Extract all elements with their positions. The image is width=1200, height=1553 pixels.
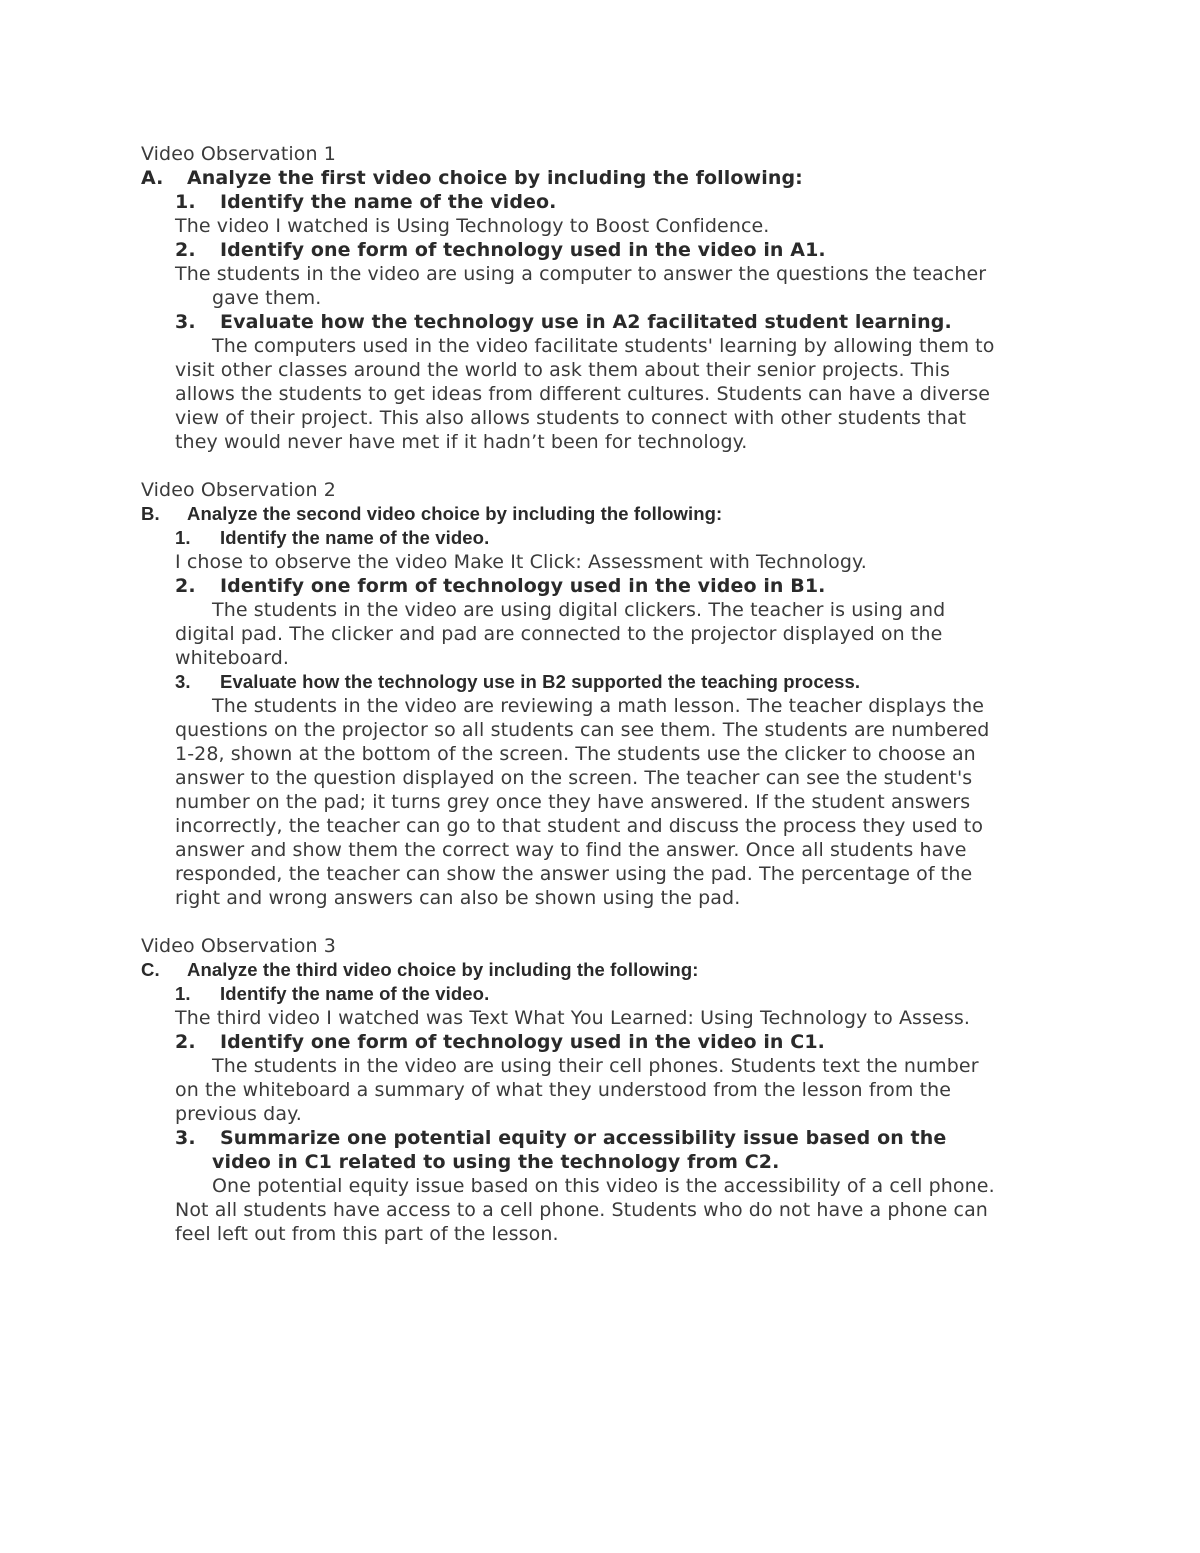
question-text: Summarize one potential equity or accessibility issue based on the [220,1127,947,1149]
answer-line: feel left out from this part of the lesson. [175,1223,559,1245]
answer-line: whiteboard. [175,647,290,669]
answer-line: The students in the video are using digital clickers. The teacher is using and [212,599,946,621]
question-number: 2. [175,1031,196,1053]
section-letter: C. [141,959,160,980]
question-text-continued: video in C1 related to using the technology from C2. [212,1151,780,1173]
question-heading [175,526,489,550]
question-text: Identify one form of technology used in the video in B1. [220,575,826,597]
answer-line: view of their project. This also allows students to connect with other students that [175,407,967,429]
answer-line: responded, the teacher can show the answer using the pad. The percentage of the [175,863,973,885]
question-text: Identify the name of the video. [220,983,490,1004]
answer-line: previous day. [175,1103,302,1125]
answer-line: allows the students to get ideas from different cultures. Students can have a diverse [175,383,991,405]
answer-line: The students in the video are reviewing a math lesson. The teacher displays the [212,695,985,717]
question-number: 2. [175,239,196,261]
answer-line: One potential equity issue based on this video is the accessibility of a cell phone. [212,1175,995,1197]
question-text: Identify one form of technology used in the video in C1. [220,1031,825,1053]
section-heading-text: Analyze the second video choice by including the following: [187,503,723,524]
answer-line: The students in the video are using a computer to answer the questions the teacher [175,263,987,285]
section-letter: A. [141,167,164,189]
answer-line: incorrectly, the teacher can go to that student and discuss the process they used to [175,815,984,837]
answer-line: The students in the video are using their cell phones. Students text the number [212,1055,979,1077]
section-heading-text: Analyze the first video choice by including the following: [187,167,803,189]
answer-line: Not all students have access to a cell phone. Students who do not have a phone can [175,1199,988,1221]
question-heading [175,670,860,694]
question-heading [175,190,557,214]
section-letter: B. [141,503,160,524]
answer-line: answer to the question displayed on the screen. The teacher can see the student's [175,767,973,789]
question-number: 1. [175,191,196,213]
question-heading [175,310,952,334]
answer-line: digital pad. The clicker and pad are connected to the projector displayed on the [175,623,943,645]
question-number: 1. [175,527,191,548]
section-title: Video Observation 1 [141,143,336,165]
answer-line: I chose to observe the video Make It Click: Assessment with Technology. [175,551,867,573]
question-text: Identify the name of the video. [220,191,557,213]
answer-line: right and wrong answers can also be shown using the pad. [175,887,741,909]
section-heading [141,958,699,982]
answer-line: visit other classes around the world to ask them about their senior projects. This [175,359,950,381]
section-heading [141,166,803,190]
question-heading [175,1126,946,1150]
answer-line: gave them. [212,287,322,309]
question-heading [175,982,489,1006]
answer-line: 1-28, shown at the bottom of the screen. The students use the clicker to choose an [175,743,976,765]
answer-line: questions on the projector so all students can see them. The students are numbered [175,719,990,741]
question-number: 2. [175,575,196,597]
question-text: Identify the name of the video. [220,527,490,548]
question-number: 3. [175,671,191,692]
section-title: Video Observation 3 [141,935,336,957]
question-text: Evaluate how the technology use in B2 supported the teaching process. [220,671,861,692]
question-text: Identify one form of technology used in the video in A1. [220,239,826,261]
section-heading [141,502,722,526]
section-title: Video Observation 2 [141,479,336,501]
answer-line: answer and show them the correct way to find the answer. Once all students have [175,839,967,861]
answer-line: The video I watched is Using Technology to Boost Confidence. [175,215,770,237]
answer-line: The computers used in the video facilitate students' learning by allowing them to [212,335,995,357]
question-number: 3. [175,1127,196,1149]
question-heading [175,238,826,262]
question-heading [175,1030,825,1054]
answer-line: number on the pad; it turns grey once they have answered. If the student answers [175,791,971,813]
question-number: 1. [175,983,191,1004]
answer-line: they would never have met if it hadn’t been for technology. [175,431,748,453]
answer-line: The third video I watched was Text What You Learned: Using Technology to Assess. [175,1007,970,1029]
section-heading-text: Analyze the third video choice by including the following: [187,959,699,980]
question-number: 3. [175,311,196,333]
question-heading [175,574,826,598]
answer-line: on the whiteboard a summary of what they understood from the lesson from the [175,1079,952,1101]
question-text: Evaluate how the technology use in A2 facilitated student learning. [220,311,952,333]
